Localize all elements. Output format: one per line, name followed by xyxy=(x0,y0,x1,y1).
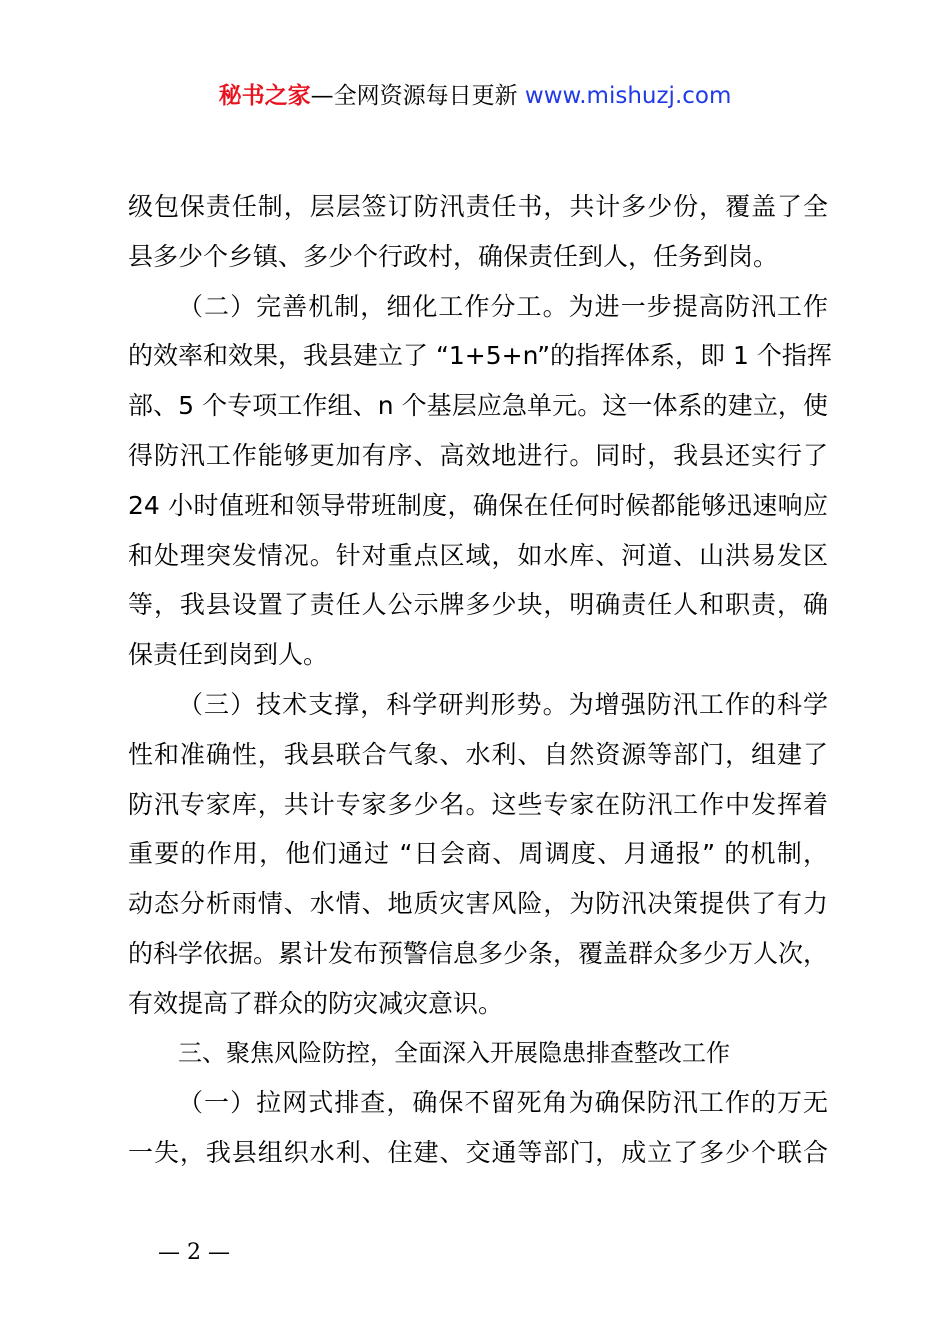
body-line: （二）完善机制，细化工作分工。为进一步提高防汛工作 xyxy=(178,291,828,321)
body-line: 24 小时值班和领导带班制度，确保在任何时候都能够迅速响应 xyxy=(128,490,828,520)
body-line: 的科学依据。累计发布预警信息多少条，覆盖群众多少万人次， xyxy=(128,938,829,968)
body-line: 的效率和效果，我县建立了 “1+5+n”的指挥体系，即 1 个指挥 xyxy=(128,341,832,371)
page-number: — 2 — xyxy=(158,1240,230,1265)
body-line: 部、5 个专项工作组、n 个基层应急单元。这一体系的建立，使 xyxy=(128,391,828,421)
body-line: 一失，我县组织水利、住建、交通等部门，成立了多少个联合 xyxy=(128,1138,828,1168)
body-line: 和处理突发情况。针对重点区域，如水库、河道、山洪易发区 xyxy=(128,540,828,570)
section-heading: 三、聚焦风险防控，全面深入开展隐患排查整改工作 xyxy=(178,1038,730,1067)
body-line: 保责任到岗到人。 xyxy=(128,640,329,670)
body-line: （三）技术支撑，科学研判形势。为增强防汛工作的科学 xyxy=(178,689,828,719)
header-url-link[interactable]: www.mishuzj.com xyxy=(524,83,732,109)
body-line: 级包保责任制，层层签订防汛责任书，共计多少份，覆盖了全 xyxy=(128,192,828,221)
header-slogan: —全网资源每日更新 xyxy=(310,83,518,109)
body-line: （一）拉网式排查，确保不留死角为确保防汛工作的万无 xyxy=(178,1088,828,1118)
body-line: 有效提高了群众的防灾减灾意识。 xyxy=(128,988,504,1018)
body-line: 等，我县设置了责任人公示牌多少块，明确责任人和职责，确 xyxy=(128,590,828,620)
document-body xyxy=(128,182,832,1178)
body-line: 县多少个乡镇、多少个行政村，确保责任到人，任务到岗。 xyxy=(128,241,779,271)
body-line: 得防汛工作能够更加有序、高效地进行。同时，我县还实行了 xyxy=(128,440,828,470)
header-brand: 秘书之家 xyxy=(218,83,311,109)
document-header xyxy=(0,80,950,112)
body-line: 动态分析雨情、水情、地质灾害风险，为防汛决策提供了有力 xyxy=(128,889,828,919)
body-line: 防汛专家库，共计专家多少名。这些专家在防汛工作中发挥着 xyxy=(128,789,828,819)
body-line: 重要的作用，他们通过 “日会商、周调度、月通报” 的机制， xyxy=(128,839,828,869)
body-line: 性和准确性，我县联合气象、水利、自然资源等部门，组建了 xyxy=(128,739,828,769)
